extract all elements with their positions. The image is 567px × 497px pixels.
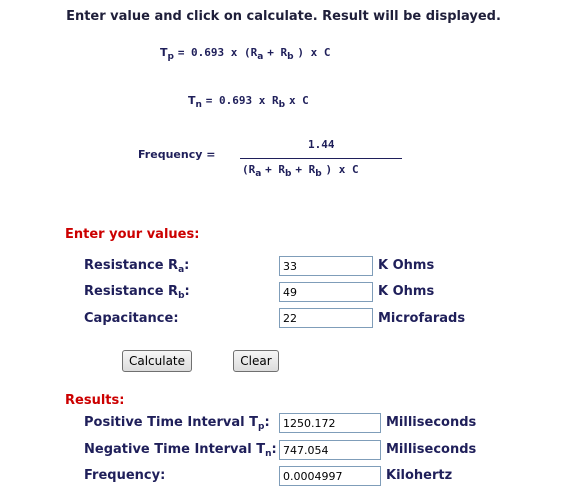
- frequency-output[interactable]: [279, 466, 381, 486]
- resistance-ra-label: [84, 258, 189, 273]
- resistance-ra-unit: K Ohms: [378, 258, 435, 273]
- frequency-result-label-text: Frequency:: [84, 468, 166, 483]
- formula-tn: [188, 94, 309, 110]
- negative-interval-label-sub: n: [265, 449, 272, 459]
- formula-den-ra-sub: a: [255, 169, 262, 179]
- formula-den-plus1: + R: [265, 163, 286, 176]
- formula-tn-symbol: T: [188, 94, 196, 107]
- formula-frequency-label: Frequency =: [138, 148, 216, 161]
- formula-tn-end: x C: [288, 94, 309, 107]
- formula-den-open: (R: [242, 163, 256, 176]
- formula-tn-rb-sub: b: [278, 100, 286, 110]
- resistance-rb-label: [84, 284, 190, 299]
- frequency-unit: Kilohertz: [386, 468, 453, 483]
- resistance-ra-label-text: Resistance R: [84, 258, 179, 273]
- formula-frequency-numerator: 1.44: [308, 138, 335, 151]
- resistance-rb-label-sub: b: [178, 291, 185, 301]
- formula-frequency-denominator: [242, 163, 359, 179]
- positive-interval-label-sub: p: [257, 422, 265, 432]
- formula-tp-ra-sub: a: [257, 52, 264, 62]
- resistance-rb-label-colon: :: [184, 284, 190, 299]
- capacitance-input[interactable]: [279, 308, 373, 328]
- formula-den-plus2: + R: [295, 163, 316, 176]
- formula-tn-symbol-sub: n: [195, 100, 202, 110]
- instructions-text: Enter value and click on calculate. Result will be displayed.: [66, 9, 501, 24]
- formula-den-rb-sub: b: [285, 169, 292, 179]
- resistance-rb-input[interactable]: [279, 282, 373, 302]
- negative-interval-unit: Milliseconds: [386, 442, 477, 457]
- resistance-ra-label-colon: :: [184, 258, 190, 273]
- negative-interval-output[interactable]: [279, 440, 381, 460]
- positive-interval-label: [84, 415, 270, 430]
- results-section-title: Results:: [65, 393, 125, 408]
- clear-button[interactable]: Clear: [233, 350, 279, 372]
- positive-interval-label-colon: :: [264, 415, 270, 430]
- negative-interval-label-text: Negative Time Interval T: [84, 442, 266, 457]
- input-section-title: Enter your values:: [65, 227, 200, 242]
- formula-tp-end: ) x C: [297, 46, 331, 59]
- negative-interval-label: [84, 442, 277, 457]
- formula-tp-symbol: T: [160, 46, 168, 59]
- negative-interval-label-colon: :: [271, 442, 277, 457]
- capacitance-label-text: Capacitance:: [84, 311, 179, 326]
- capacitance-unit: Microfarads: [378, 311, 466, 326]
- resistance-rb-label-text: Resistance R: [84, 284, 179, 299]
- formula-tp-rb-sub: b: [287, 52, 294, 62]
- formula-tp-part1: = 0.693 x (R: [177, 46, 258, 59]
- positive-interval-label-text: Positive Time Interval T: [84, 415, 258, 430]
- resistance-rb-unit: K Ohms: [378, 284, 435, 299]
- frequency-result-label: [84, 468, 165, 483]
- calculate-button[interactable]: Calculate: [122, 350, 192, 372]
- formula-tp-symbol-sub: p: [167, 52, 174, 62]
- resistance-ra-input[interactable]: [279, 256, 373, 276]
- formula-tp: [160, 46, 331, 62]
- formula-tn-part1: = 0.693 x R: [205, 94, 279, 107]
- positive-interval-output[interactable]: [279, 413, 381, 433]
- capacitance-label: [84, 311, 179, 326]
- resistance-ra-label-sub: a: [178, 265, 185, 275]
- positive-interval-unit: Milliseconds: [386, 415, 477, 430]
- formula-tp-plus: + R: [267, 46, 288, 59]
- formula-den-end: ) x C: [325, 163, 359, 176]
- formula-den-rb2-sub: b: [315, 169, 322, 179]
- formula-fraction-line: [240, 158, 402, 159]
